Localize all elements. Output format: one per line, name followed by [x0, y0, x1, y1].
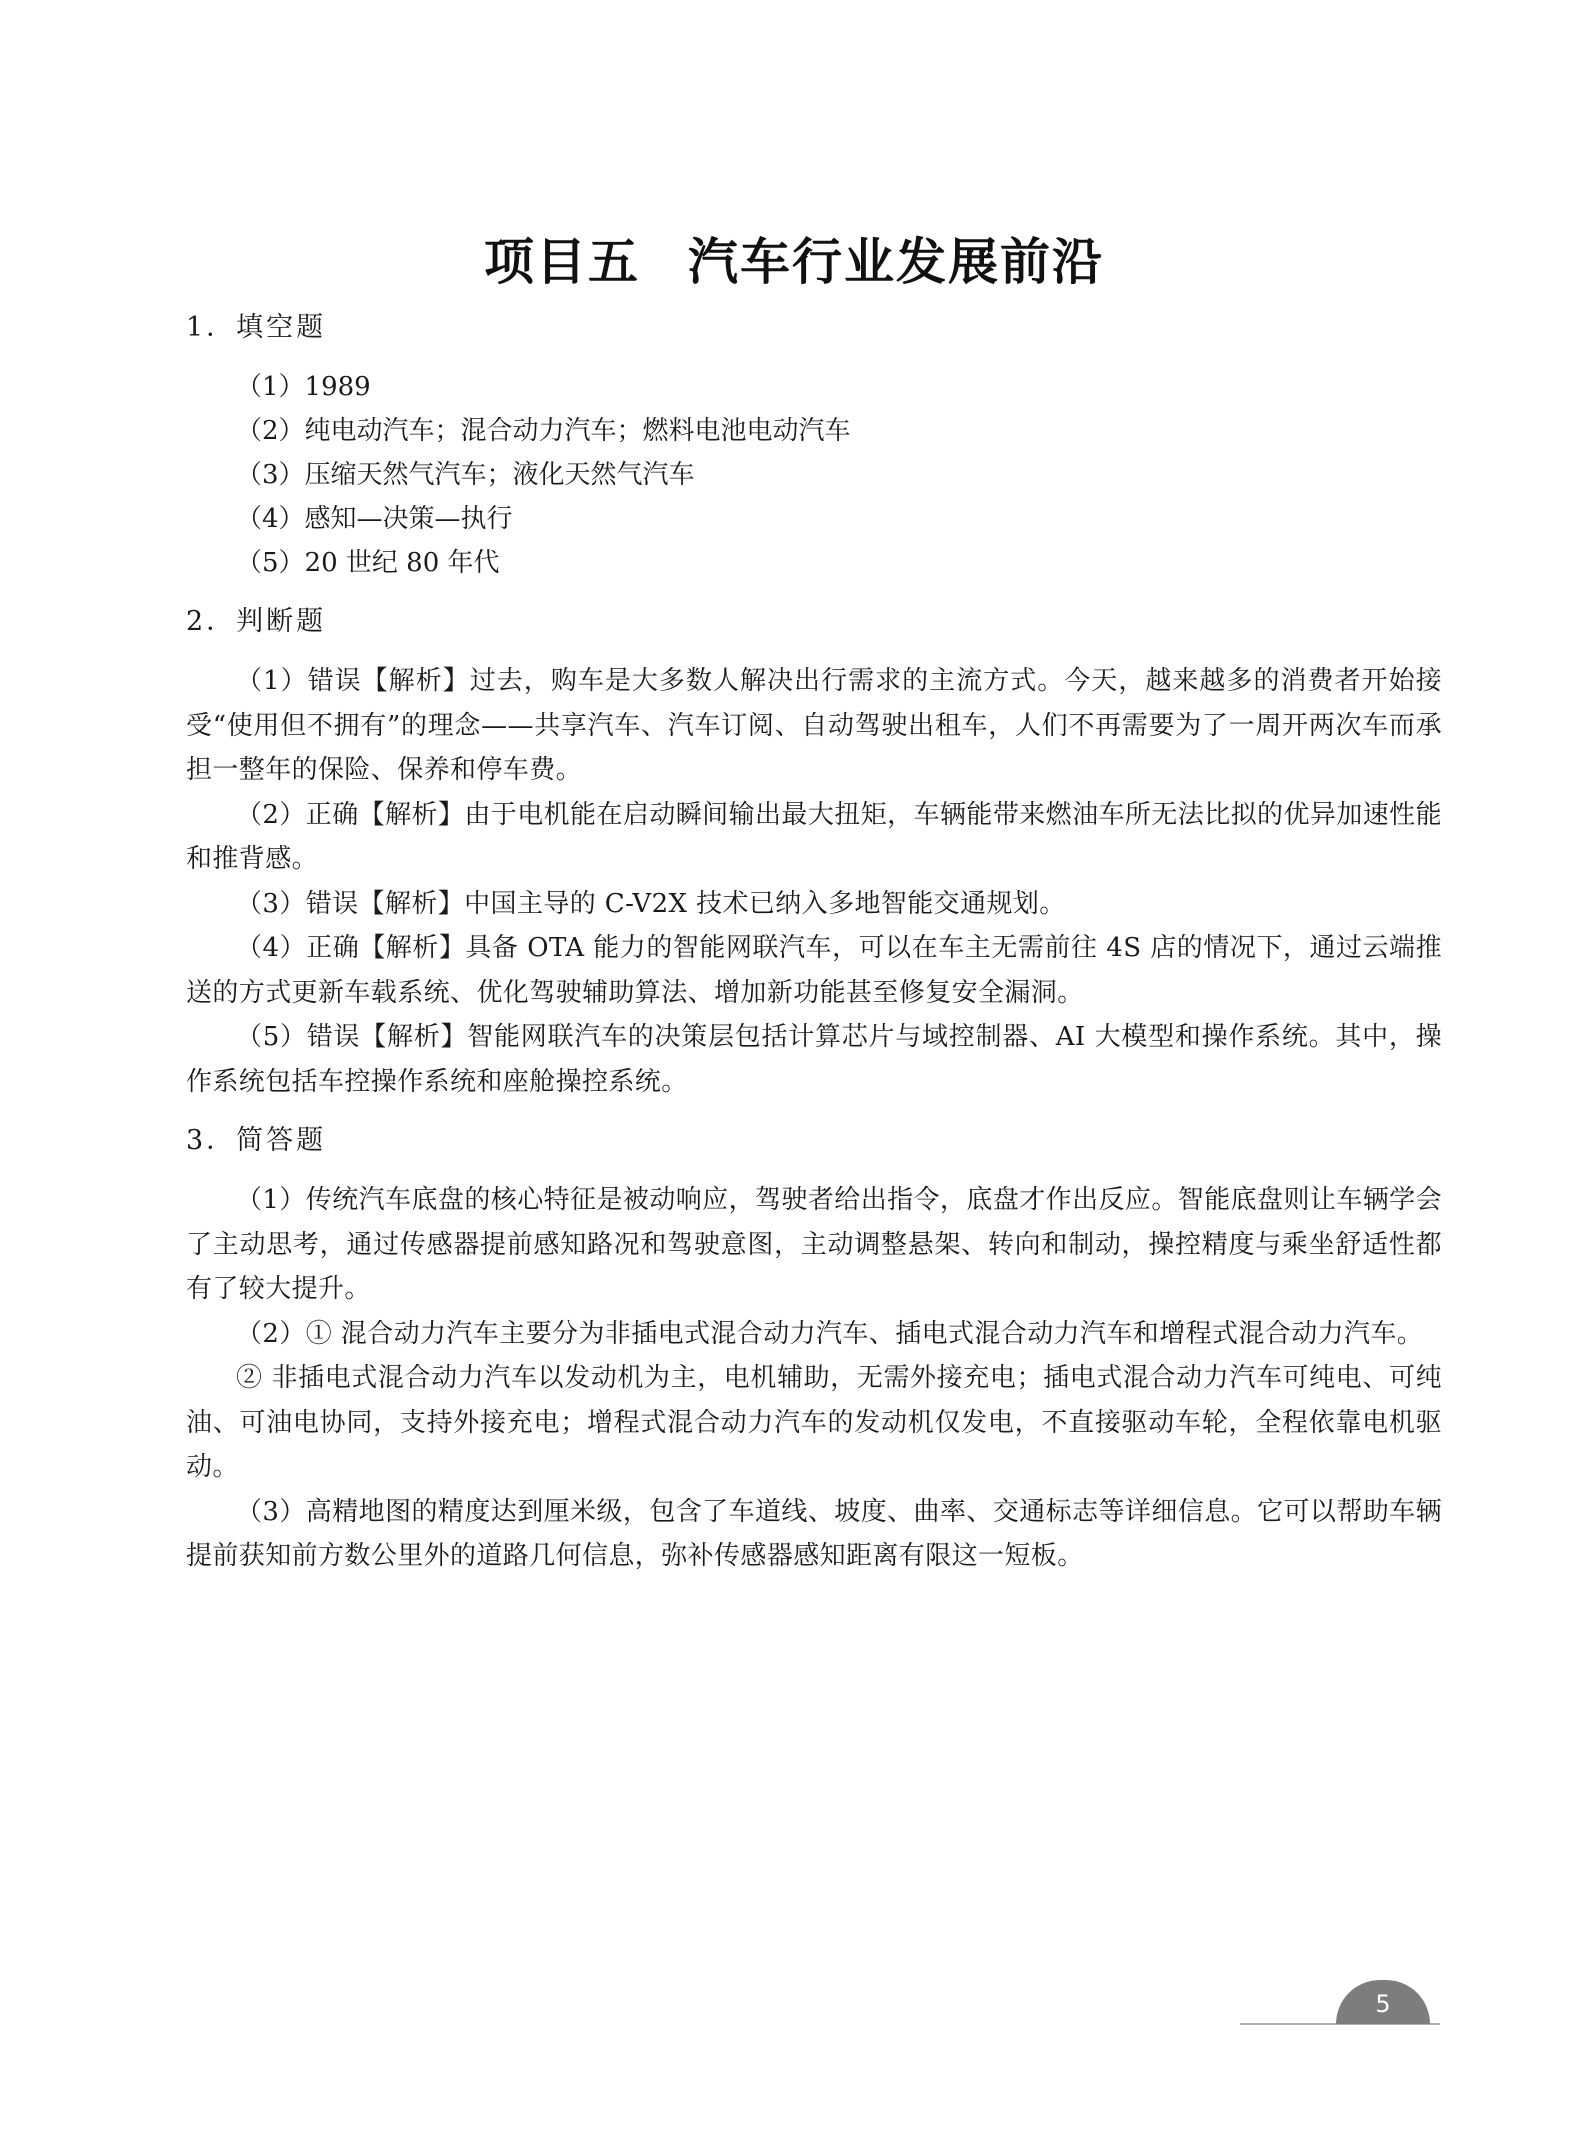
judgment-answers — [186, 659, 1442, 1104]
section-heading-short-answer: 3．简答题 — [186, 1125, 327, 1156]
list-item: （3）错误【解析】中国主导的 C-V2X 技术已纳入多地智能交通规划。 — [236, 888, 1066, 919]
short-answer-answers — [186, 1178, 1442, 1579]
list-item: （3）高精地图的精度达到厘米级，包含了车道线、坡度、曲率、交通标志等详细信息。它可以帮助车辆提前获知前方数公里外的道路几何信息，弥补传感器感知距离有限这一短板。 — [186, 1496, 1442, 1571]
list-item: （1）错误【解析】过去，购车是大多数人解决出行需求的主流方式。今天，越来越多的消费者开始接受“使用但不拥有”的理念——共享汽车、汽车订阅、自动驾驶出租车，人们不再需要为了一周开两次车而承担一整年的保险、保养和停车费。 — [186, 666, 1442, 785]
list-item: （2）纯电动汽车；混合动力汽车；燃料电池电动汽车 — [236, 416, 851, 446]
title-topic: 汽车行业发展前沿 — [688, 233, 1104, 291]
fill-blank-answers — [186, 365, 1442, 585]
answer-content — [186, 305, 1442, 1579]
list-item: （1）传统汽车底盘的核心特征是被动响应，驾驶者给出指令，底盘才作出反应。智能底盘则让车辆学会了主动思考，通过传感器提前感知路况和驾驶意图，主动调整悬架、转向和制动，操控精度与乘坐舒适性都有了较大提升。 — [186, 1185, 1442, 1304]
list-item: （4）正确【解析】具备 OTA 能力的智能网联汽车，可以在车主无需前往 4S 店的情况下，通过云端推送的方式更新车载系统、优化驾驶辅助算法、增加新功能甚至修复安全漏洞。 — [186, 933, 1442, 1008]
list-item: （1）1989 — [236, 372, 371, 402]
title-project-number: 项目五 — [484, 233, 640, 291]
list-item: （2）① 混合动力汽车主要分为非插电式混合动力汽车、插电式混合动力汽车和增程式混合动力汽车。 — [236, 1318, 1424, 1349]
list-item: （3）压缩天然气汽车；液化天然气汽车 — [236, 460, 695, 490]
list-item: （4）感知—决策—执行 — [236, 504, 513, 534]
section-heading-judgment: 2．判断题 — [186, 606, 327, 637]
list-item: ② 非插电式混合动力汽车以发动机为主，电机辅助，无需外接充电；插电式混合动力汽车可纯电、可纯油、可油电协同，支持外接充电；增程式混合动力汽车的发动机仅发电，不直接驱动车轮，全程依靠电机驱动。 — [186, 1363, 1442, 1482]
list-item: （5）20 世纪 80 年代 — [236, 548, 500, 578]
section-heading-fill-blank: 1．填空题 — [186, 312, 327, 343]
page-number-badge: 5 — [1336, 1980, 1430, 2024]
page-title — [0, 222, 1588, 294]
list-item: （5）错误【解析】智能网联汽车的决策层包括计算芯片与域控制器、AI 大模型和操作系统。其中，操作系统包括车控操作系统和座舱操控系统。 — [186, 1022, 1442, 1097]
list-item: （2）正确【解析】由于电机能在启动瞬间输出最大扭矩，车辆能带来燃油车所无法比拟的优异加速性能和推背感。 — [186, 799, 1442, 874]
